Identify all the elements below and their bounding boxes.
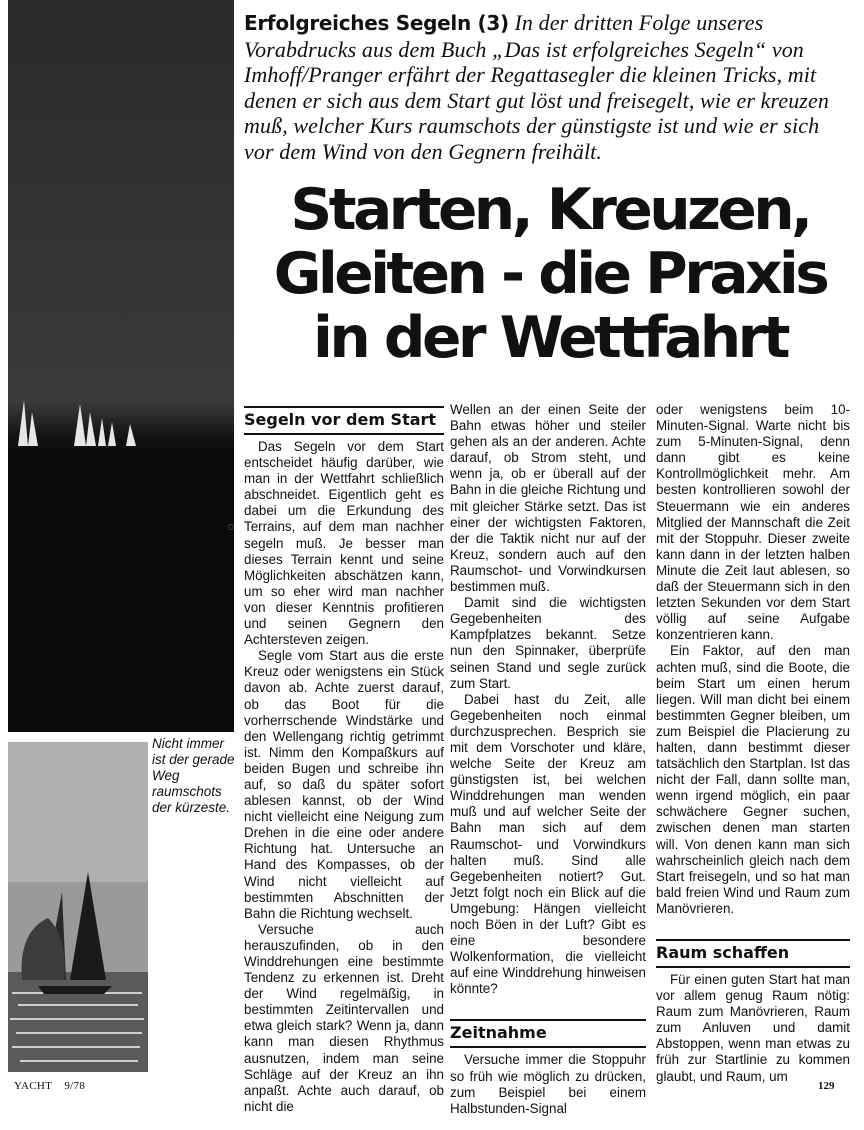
subheading-segeln-vor-dem-start: Segeln vor dem Start <box>244 406 444 435</box>
series-kicker: Erfolgreiches Segeln (3) <box>244 11 509 35</box>
paragraph: oder wenigstens beim 10-Minuten-Signal. Warte nicht bis zum 5-Minuten-Signal, denn dann gibt es keine Kontrollmöglichkeit mehr. Am besten kontrollieren sowohl der Steuermann wie ein anderes Mitglied der Mannschaft die Zeit mit der Stoppuhr. Dieser zweite kann dann in der letzten halben Minute die Zeit laut ablesen, so daß der Steuermann sich in den letzten Sekunden vor dem Start völlig auf seine Aufgabe konzentrieren kann. <box>656 402 850 643</box>
paragraph: Das Segeln vor dem Start entscheidet häufig darüber, wie man in der Wettfahrt schließlich abschneidet. Eigentlich geht es dabei um die Erkundung des Terrains, auf dem man nachher segeln muß. Je besser man dieses Terrain kennt und seine Möglichkeiten abschätzen kann, um so eher wird man nachher von dieser Kenntnis profitieren und seinen Gegnern den Achtersteven zeigen. <box>244 439 444 648</box>
paragraph: Für einen guten Start hat man vor allem genug Raum nötig: Raum zum Manövrieren, Raum zum Anluven und damit Abstoppen, wenn man etwas zu früh zur Startlinie zu kommen glaubt, und Raum, um <box>656 972 850 1084</box>
headline-line-1: Starten, Kreuzen, <box>290 177 810 243</box>
issue-number: 9/78 <box>64 1080 86 1092</box>
intro-paragraph <box>244 10 854 164</box>
article-column-2 <box>450 402 646 1117</box>
intro-text: In der dritten Folge unseres Vorabdrucks aus dem Buch „Das ist erfolgreiches Segeln“ von Imhoff/Pranger erfährt der Regattasegler die kleinen Tricks, mit denen er sich aus dem Start gut löst und freisegelt, wie er kreuzen muß, welcher Kurs raumschots der günstigste ist und wie er sich vor dem Wind von den Gegnern freihält. <box>244 10 829 164</box>
article-column-1 <box>244 404 444 1115</box>
paragraph: Versuche auch herauszufinden, ob in den Winddrehungen eine bestimmte Tendenz zu erkennen ist. Dreht der Wind regelmäßig, in bestimmten Zeitintervallen und etwa gleich stark? Wenn ja, dann kann man diesen Rhythmus ausnutzen, indem man seine Schläge auf der Kreuz an ihn anpaßt. Achte auch darauf, ob nicht die <box>244 921 444 1114</box>
article-column-3 <box>656 402 850 1085</box>
column-spacer <box>656 917 850 937</box>
paragraph: Dabei hast du Zeit, alle Gegebenheiten noch einmal durchzusprechen. Besprich sie mit dem Vorschoter und kläre, welche Seite der Kreuz am günstigsten ist, bei welchen Winddrehungen man wenden muß und auf welcher Seite der Bahn man sich auf dem Raumschot- und Vorwindkurs halten muß. Sind alle Gegebenheiten notiert? Gut. Jetzt folgt noch ein Blick auf die Umgebung: Hängen vielleicht noch Böen in der Luft? Gibt es eine besondere Wolkenformation, die vielleicht auf eine Winddrehung hinweisen könnte? <box>450 691 646 997</box>
column-spacer <box>450 997 646 1017</box>
paragraph: Segle vom Start aus die erste Kreuz oder wenigstens ein Stück davon ab. Achte zuerst darauf, ob das Boot für die vorherrschende Windstärke und den Wellengang richtig getrimmt ist. Nimm den Kompaßkurs auf beiden Bugen und schreibe ihn auf, so daß du später sofort ablesen kannst, ob der Wind nicht vielleicht eine Neigung zum Drehen in die eine oder andere Richtung hat. Untersuche an Hand des Kompasses, ob der Wind nicht vielleicht auf bestimmten Abschnitten der Bahn die Richtung wechselt. <box>244 648 444 921</box>
paragraph: Wellen an der einen Seite der Bahn etwas höher und steiler gehen als an der anderen. Achte darauf, ob Strom steht, und wenn ja, ob er überall auf der Bahn in die gleiche Richtung und mit gleicher Stärke setzt. Das ist einer der wichtigsten Faktoren, der die Taktik nicht nur auf der Kreuz, sondern auch auf den Raumschot- und Vorwindkursen bestimmen muß. <box>450 402 646 595</box>
paragraph: Versuche immer die Stoppuhr so früh wie möglich zu drücken, zum Beispiel bei einem Halbstunden-Signal <box>450 1052 646 1116</box>
headline-line-3: in der Wettfahrt <box>313 305 787 371</box>
photo-marker-dot <box>228 524 234 530</box>
magazine-name: YACHT <box>14 1080 53 1092</box>
paragraph: Damit sind die wichtigsten Gegebenheiten des Kampfplatzes bekannt. Setze nun den Spinnaker, überprüfe seinen Stand und segle zurück zum Start. <box>450 595 646 691</box>
headline-line-2: Gleiten - die Praxis <box>273 241 827 307</box>
article-headline <box>244 178 856 370</box>
regatta-photo-top <box>8 0 234 732</box>
paragraph: Ein Faktor, auf den man achten muß, sind die Boote, die beim Start um einen herum liegen. Will man dicht bei einem bestimmten Gegner bleiben, um zum Beispiel die Placierung zu halten, dann bestimmt dieser tatsächlich den Startplan. Ist das nicht der Fall, dann sollte man, wenn irgend möglich, ein paar schwächere Gegner suchen, zwischen denen man starten will. Von denen kann man sich wahrscheinlich gleich nach dem Start freisegeln, und so hat man bald freien Wind und Raum zum Manövrieren. <box>656 643 850 916</box>
subheading-raum-schaffen: Raum schaffen <box>656 939 850 968</box>
regatta-photo-bottom <box>8 742 148 1072</box>
subheading-zeitnahme: Zeitnahme <box>450 1019 646 1048</box>
photo-caption: Nicht immer ist der gerade Weg raumschots der kürzeste. <box>152 736 235 815</box>
footer-magazine-issue <box>14 1080 85 1092</box>
page-number: 129 <box>818 1080 835 1092</box>
